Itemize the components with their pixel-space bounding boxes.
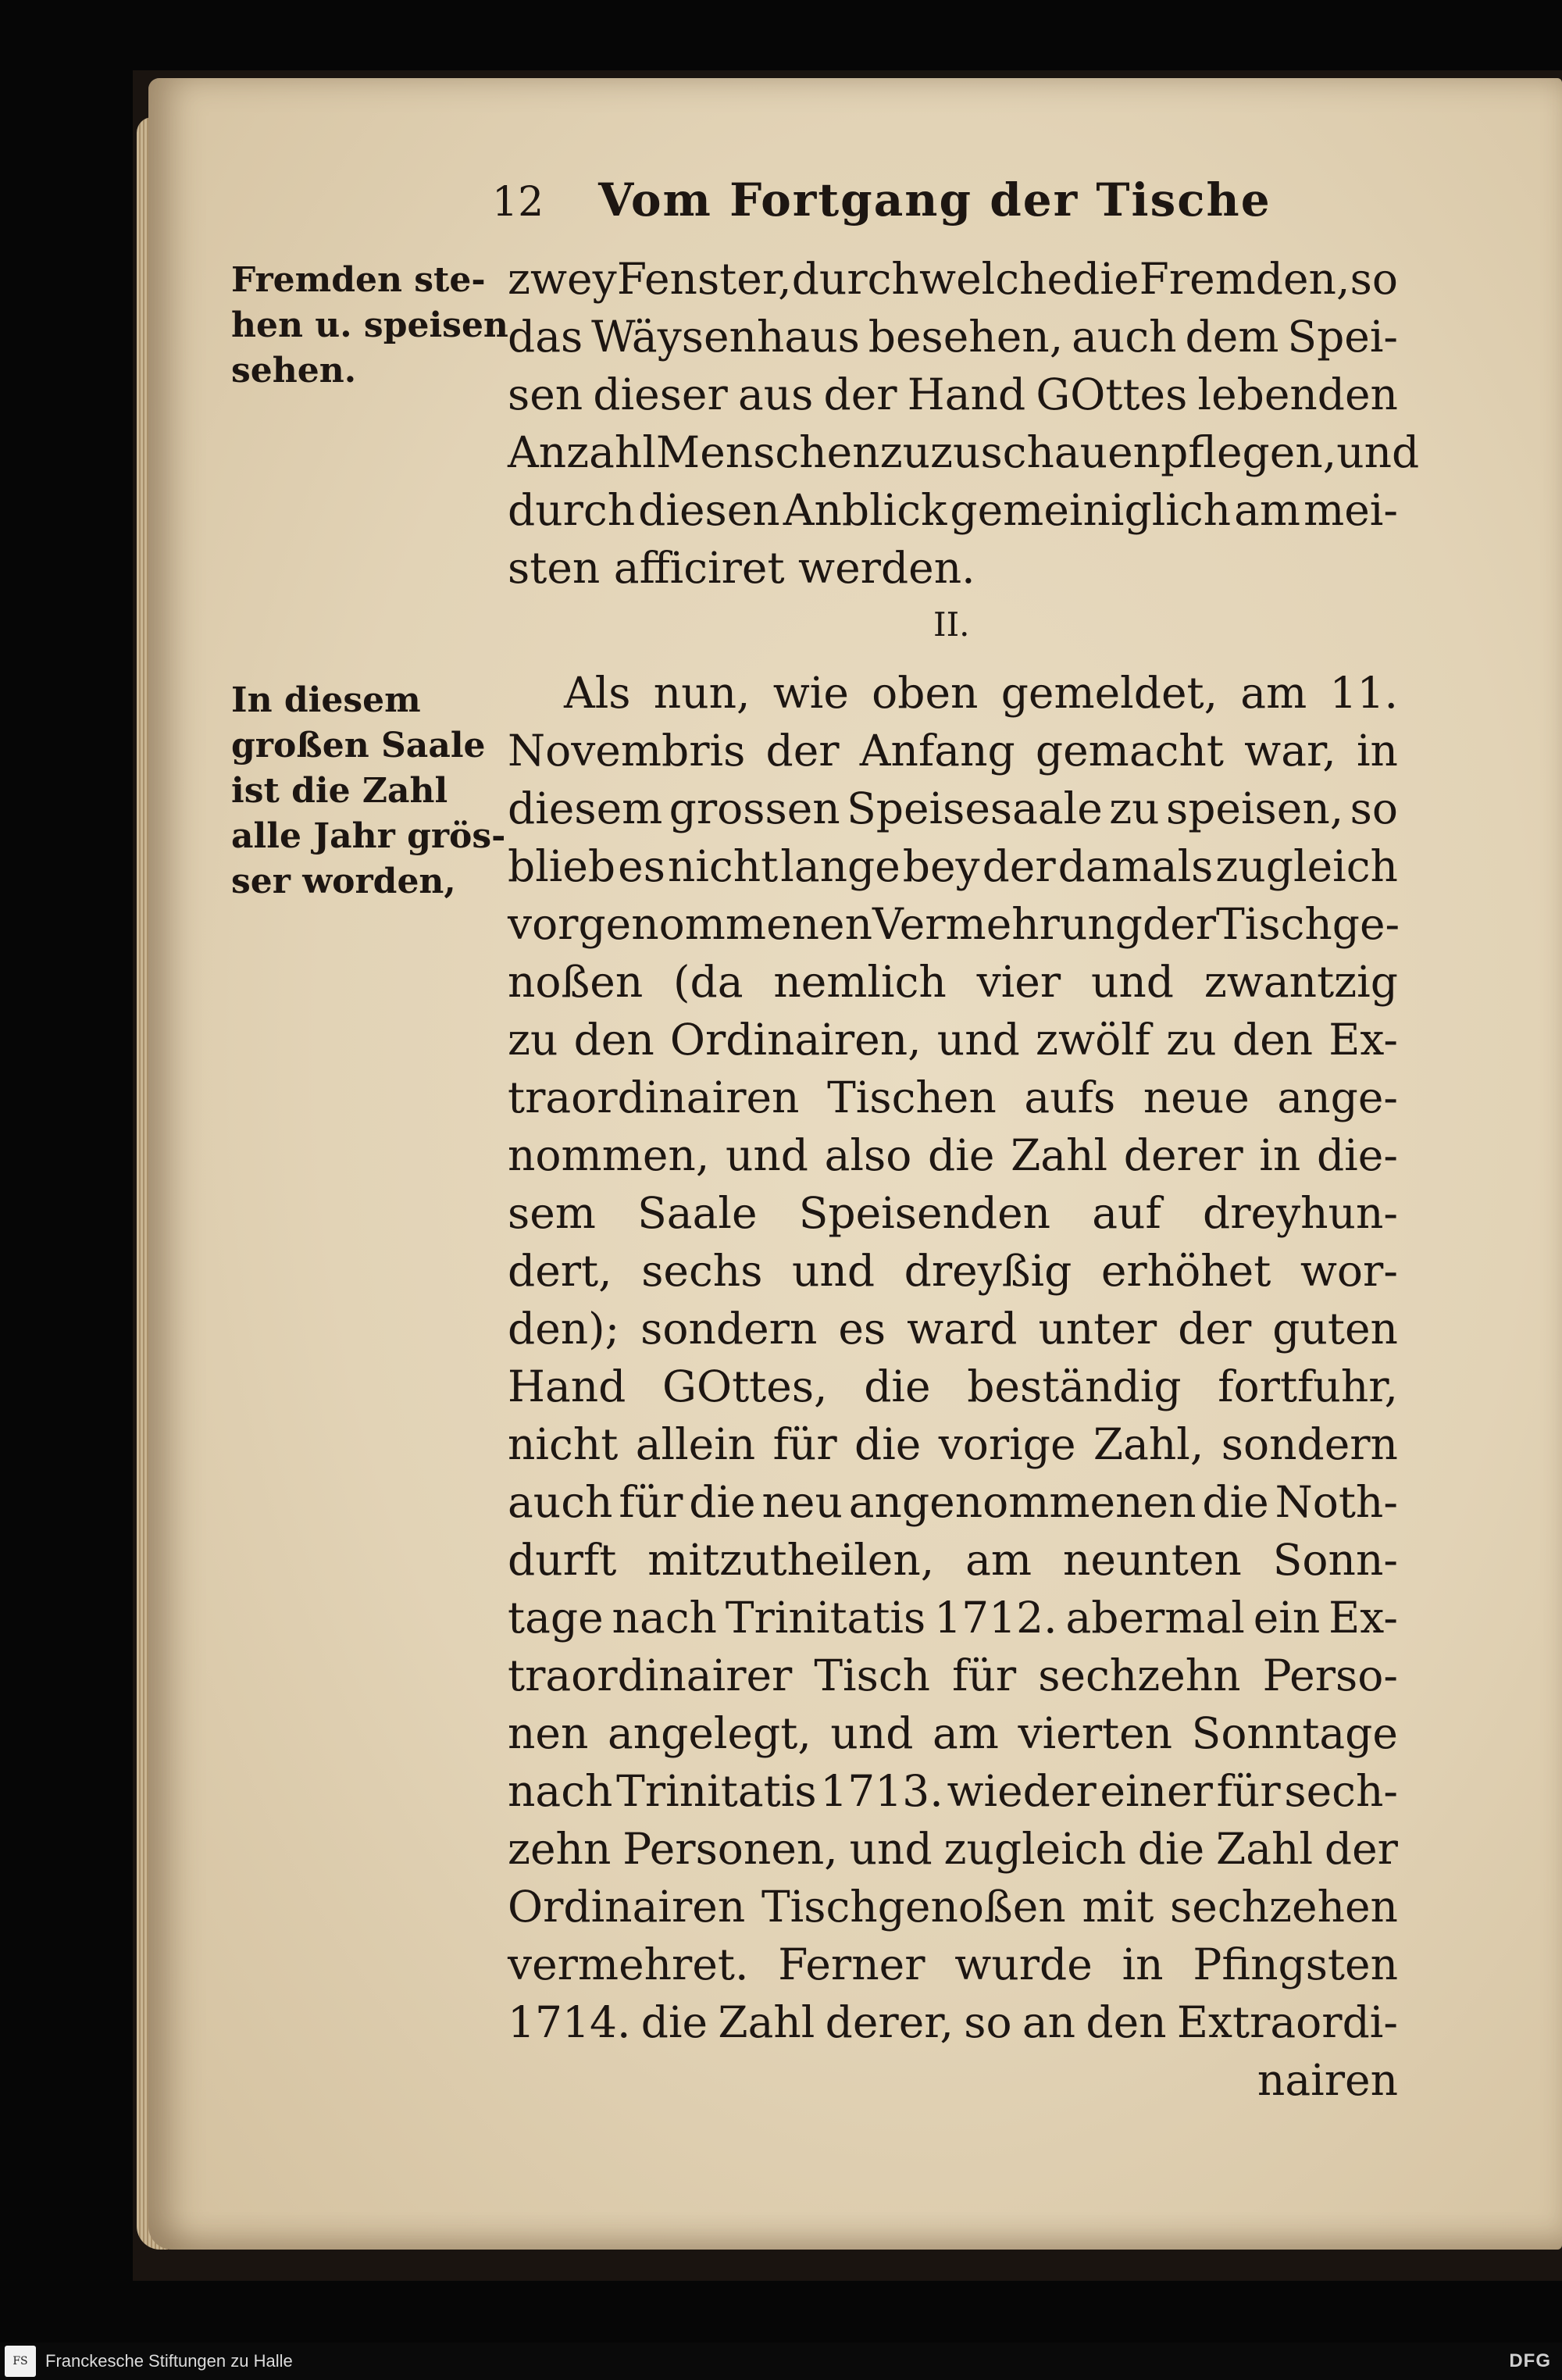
margin-note-line: ser worden, — [231, 862, 456, 901]
footer-bar — [0, 2343, 1562, 2380]
body-line: Novembris der Anfang gemacht war, in — [508, 726, 1398, 776]
body-line: durch diesen Anblick gemeiniglich am mei- — [508, 485, 1398, 535]
margin-note-1 — [231, 258, 508, 394]
body-line: traordinairer Tisch für sechzehn Perso- — [508, 1650, 1398, 1700]
margin-note-line: sehen. — [231, 351, 357, 391]
section-number: II. — [933, 605, 970, 644]
margin-note-line: alle Jahr grös- — [231, 816, 506, 856]
body-line: noßen (da nemlich vier und zwantzig — [508, 957, 1398, 1007]
body-line: zwey Fenster, durch welche die Fremden, so — [508, 254, 1398, 304]
institution-logo-icon: FS — [5, 2346, 36, 2377]
body-line: dert, sechs und dreyßig erhöhet wor- — [508, 1246, 1398, 1296]
margin-note-line: hen u. speisen — [231, 305, 508, 345]
dfg-logo: DFG — [1509, 2350, 1551, 2371]
body-line: tage nach Trinitatis 1712. abermal ein Ex- — [508, 1593, 1398, 1643]
institution-name: Franckesche Stiftungen zu Halle — [45, 2351, 293, 2371]
page-header — [492, 173, 1273, 244]
body-line: vorgenommenen Vermehrung der Tischge- — [508, 899, 1400, 949]
margin-note-line: großen Saale — [231, 726, 486, 765]
body-line: durft mitzutheilen, am neunten Sonn- — [508, 1535, 1398, 1585]
margin-note-line: In diesem — [231, 680, 421, 720]
margin-note-line: Fremden ste- — [231, 260, 486, 300]
body-line: traordinairen Tischen aufs neue ange- — [508, 1072, 1398, 1122]
body-line: sem Saale Speisenden auf dreyhun- — [508, 1188, 1398, 1238]
body-line: Als nun, wie oben gemeldet, am 11. — [564, 668, 1398, 718]
body-line: diesem grossen Speisesaale zu speisen, so — [508, 783, 1398, 833]
margin-note-line: ist die Zahl — [231, 771, 448, 811]
body-line: das Wäysenhaus besehen, auch dem Spei- — [508, 312, 1398, 362]
catchword: nairen — [1257, 2055, 1398, 2105]
body-line: zu den Ordinairen, und zwölf zu den Ex- — [508, 1015, 1398, 1065]
body-line: nommen, und also die Zahl derer in die- — [508, 1130, 1398, 1180]
body-line: nach Trinitatis 1713. wieder einer für sech- — [508, 1766, 1398, 1816]
body-line: Hand GOttes, die beständig fortfuhr, — [508, 1361, 1398, 1411]
body-line: Ordinairen Tischgenoßen mit sechzehen — [508, 1882, 1398, 1932]
body-line: sen dieser aus der Hand GOttes lebenden — [508, 369, 1398, 419]
body-line: 1714. die Zahl derer, so an den Extraordi- — [508, 1997, 1398, 2047]
body-line: den); sondern es ward unter der guten — [508, 1304, 1398, 1354]
body-line: nicht allein für die vorige Zahl, sondern — [508, 1419, 1398, 1469]
margin-note-2 — [231, 678, 505, 905]
body-line: sten afficiret werden. — [508, 543, 975, 593]
body-line: blieb es nicht lange bey der damals zugleich — [508, 841, 1398, 891]
body-line: zehn Personen, und zugleich die Zahl der — [508, 1824, 1398, 1874]
page-number: 12 — [492, 179, 544, 226]
body-line: nen angelegt, und am vierten Sonntage — [508, 1708, 1398, 1758]
body-line: vermehret. Ferner wurde in Pfingsten — [508, 1939, 1398, 1989]
body-line: auch für die neu angenommenen die Noth- — [508, 1477, 1398, 1527]
running-head: Vom Fortgang der Tische — [598, 173, 1271, 227]
body-line: Anzahl Menschen zuzuschauen pflegen, und — [508, 427, 1420, 477]
